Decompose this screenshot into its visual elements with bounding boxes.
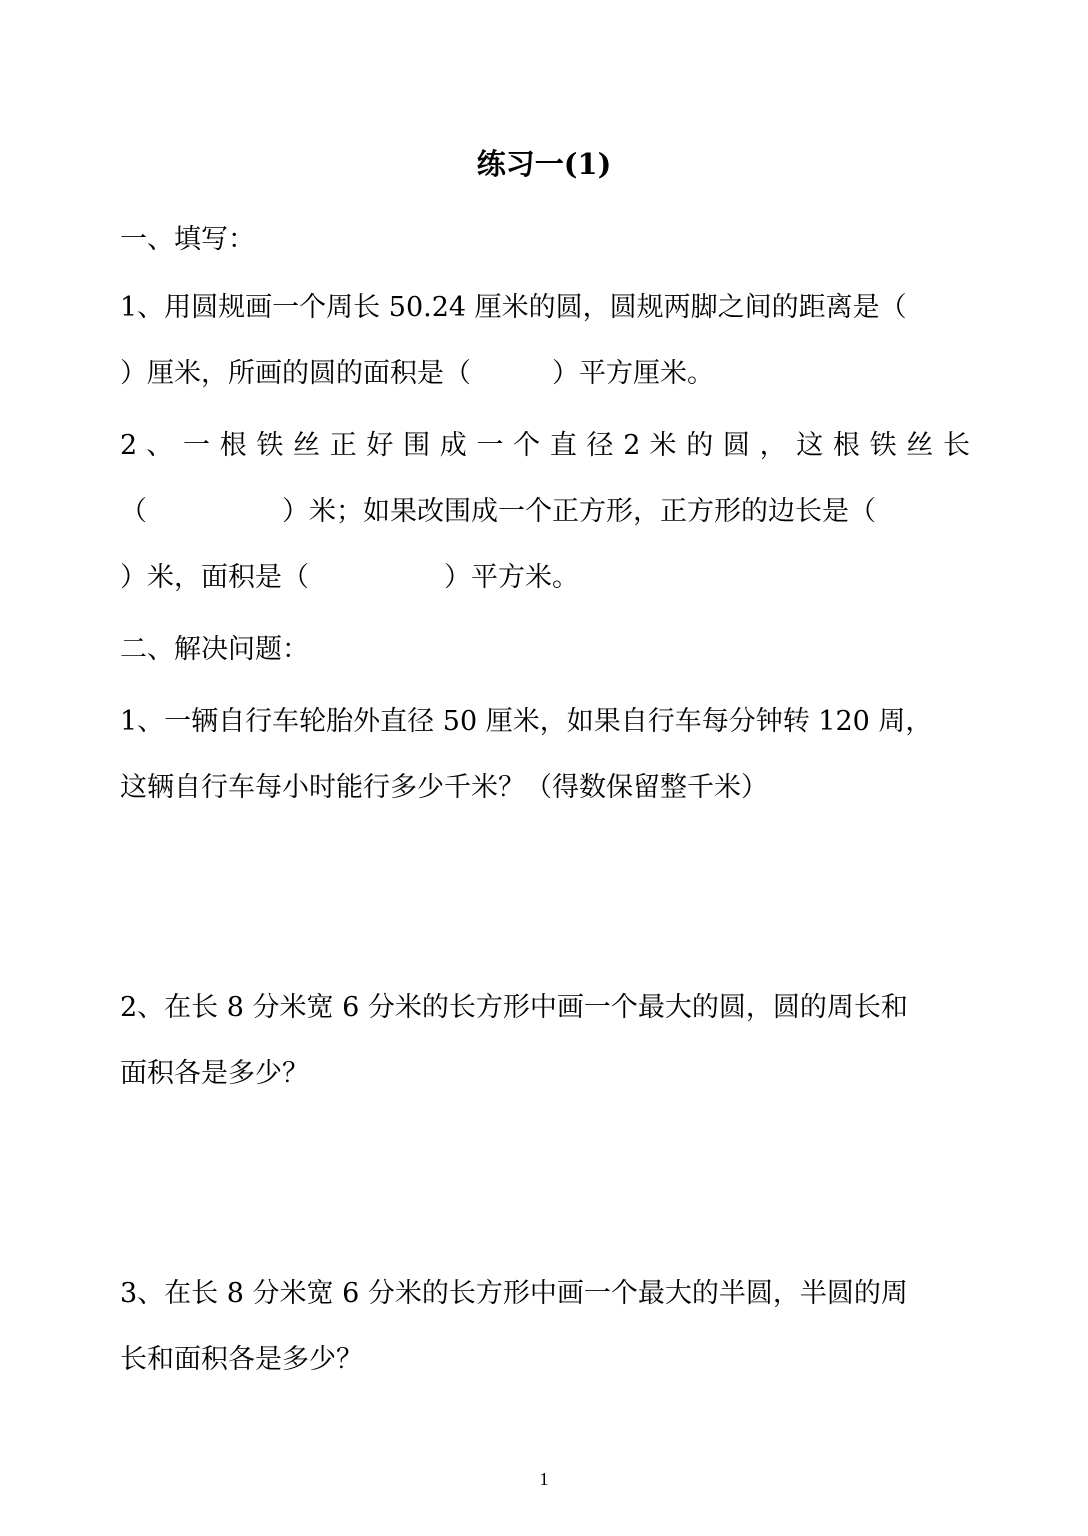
fill-question-2-line-1: 2 、 一 根 铁 丝 正 好 围 成 一 个 直 径 2 米 的 圆 ， 这 根 铁 丝 长 [120,430,970,461]
problem-1-line-2: 这辆自行车每小时能行多少千米？（得数保留整千米） [120,772,768,803]
page-number: 1 [539,1469,549,1489]
problem-2-line-2: 面积各是多少？ [120,1058,309,1089]
problem-2-line-1: 2、在长 8 分米宽 6 分米的长方形中画一个最大的圆，圆的周长和 [120,992,908,1023]
problem-1-line-1: 1、一辆自行车轮胎外直径 50 厘米，如果自行车每分钟转 120 周， [120,706,933,737]
page-title: 练习一(1) [476,147,612,181]
fill-question-1-line-2: ）厘米，所画的圆的面积是（ ）平方厘米。 [120,358,714,389]
problem-3-line-1: 3、在长 8 分米宽 6 分米的长方形中画一个最大的半圆，半圆的周 [120,1278,908,1309]
fill-question-1-line-1: 1、用圆规画一个周长 50.24 厘米的圆，圆规两脚之间的距离是（ [120,292,907,323]
section-heading-problem-solving: 二、解决问题： [120,634,309,665]
fill-question-2-line-3: ）米，面积是（ ）平方米。 [120,562,579,593]
fill-question-2-line-2: （ ）米；如果改围成一个正方形，正方形的边长是（ [120,496,876,527]
section-heading-fill-in: 一、填写： [120,224,255,255]
problem-3-line-2: 长和面积各是多少？ [120,1344,363,1375]
